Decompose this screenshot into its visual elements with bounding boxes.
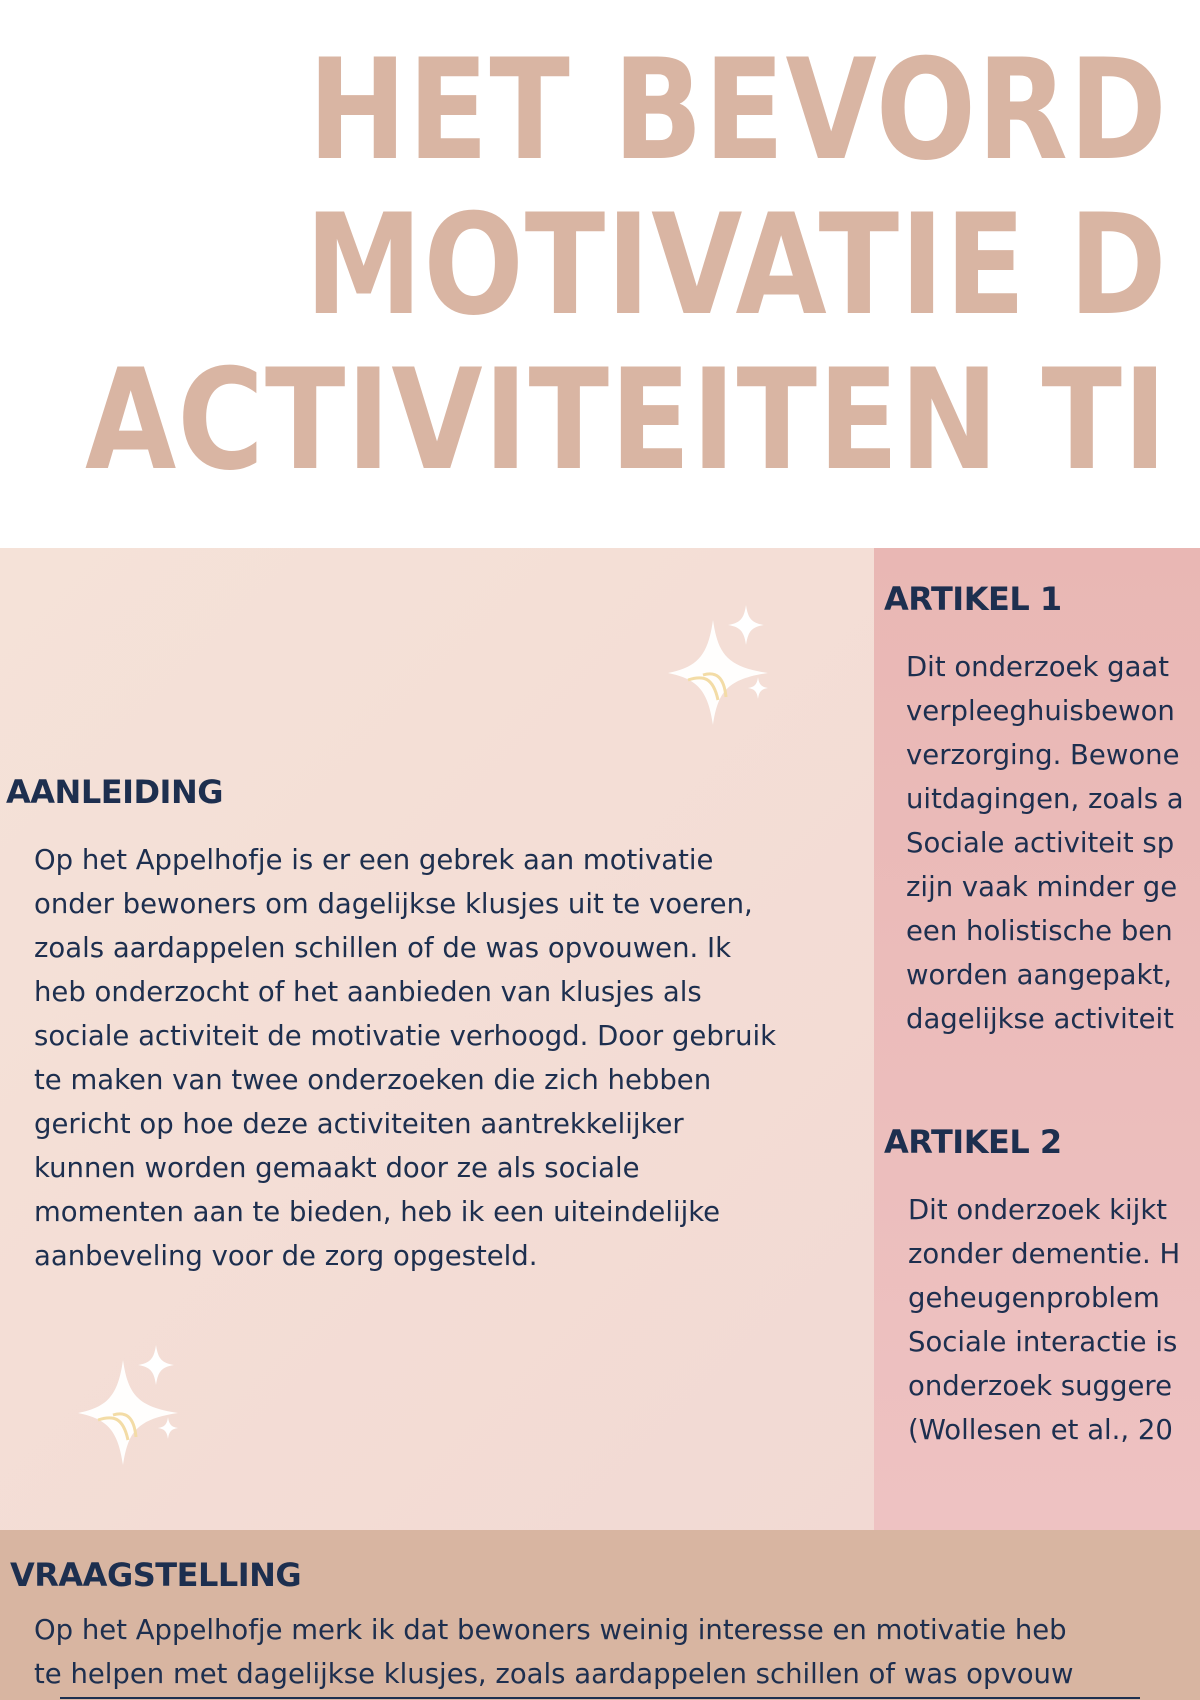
text-line: onder bewoners om dagelijkse klusjes uit te voeren, bbox=[34, 888, 753, 920]
text-line: te maken van twee onderzoeken die zich hebben bbox=[34, 1064, 712, 1096]
text-line: dagelijkse activiteit bbox=[906, 1003, 1174, 1035]
text-line: zoals aardappelen schillen of de was opvouwen. Ik bbox=[34, 932, 732, 964]
text-line: onderzoek suggere bbox=[908, 1370, 1172, 1402]
text-line: Dit onderzoek kijkt bbox=[908, 1194, 1168, 1226]
text-line: Sociale interactie is bbox=[908, 1326, 1178, 1358]
aanleiding-text bbox=[34, 838, 776, 1278]
text-line: worden aangepakt, bbox=[906, 959, 1172, 991]
artikel-2-heading: ARTIKEL 2 bbox=[884, 1123, 1062, 1161]
text-line: Op het Appelhofje merk ik dat bewoners weinig interesse en motivatie heb bbox=[34, 1614, 1067, 1646]
divider bbox=[60, 1697, 1140, 1699]
artikel-1-text bbox=[906, 645, 1184, 1041]
text-line: Sociale activiteit sp bbox=[906, 827, 1175, 859]
title-line-3: ACTIVITEITEN TI bbox=[85, 338, 1168, 502]
text-line: (Wollesen et al., 20 bbox=[908, 1414, 1173, 1446]
text-line: Op het Appelhofje is er een gebrek aan motivatie bbox=[34, 844, 714, 876]
sparkle-icon bbox=[78, 1345, 188, 1465]
text-line: sociale activiteit de motivatie verhoogd. Door gebruik bbox=[34, 1020, 777, 1052]
title-line-1: HET BEVORD bbox=[308, 28, 1168, 192]
vraagstelling-text bbox=[34, 1608, 1073, 1696]
text-line: verpleeghuisbewon bbox=[906, 695, 1175, 727]
text-line: momenten aan te bieden, heb ik een uiteindelijke bbox=[34, 1196, 721, 1228]
artikel-1-heading: ARTIKEL 1 bbox=[884, 580, 1062, 618]
text-line: geheugenproblem bbox=[908, 1282, 1160, 1314]
text-line: zonder dementie. H bbox=[908, 1238, 1181, 1270]
text-line: te helpen met dagelijkse klusjes, zoals aardappelen schillen of was opvouw bbox=[34, 1658, 1074, 1690]
title-line-2: MOTIVATIE D bbox=[305, 183, 1168, 347]
text-line: Dit onderzoek gaat bbox=[906, 651, 1170, 683]
text-line: verzorging. Bewone bbox=[906, 739, 1180, 771]
sparkle-icon bbox=[668, 605, 778, 725]
artikel-2-text bbox=[908, 1188, 1180, 1452]
text-line: een holistische ben bbox=[906, 915, 1173, 947]
aanleiding-heading: AANLEIDING bbox=[6, 773, 223, 811]
text-line: uitdagingen, zoals a bbox=[906, 783, 1184, 815]
vraagstelling-heading: VRAAGSTELLING bbox=[10, 1556, 302, 1594]
text-line: zijn vaak minder ge bbox=[906, 871, 1178, 903]
text-line: kunnen worden gemaakt door ze als sociale bbox=[34, 1152, 640, 1184]
text-line: heb onderzocht of het aanbieden van klusjes als bbox=[34, 976, 702, 1008]
text-line: aanbeveling voor de zorg opgesteld. bbox=[34, 1240, 538, 1272]
text-line: gericht op hoe deze activiteiten aantrekkelijker bbox=[34, 1108, 684, 1140]
